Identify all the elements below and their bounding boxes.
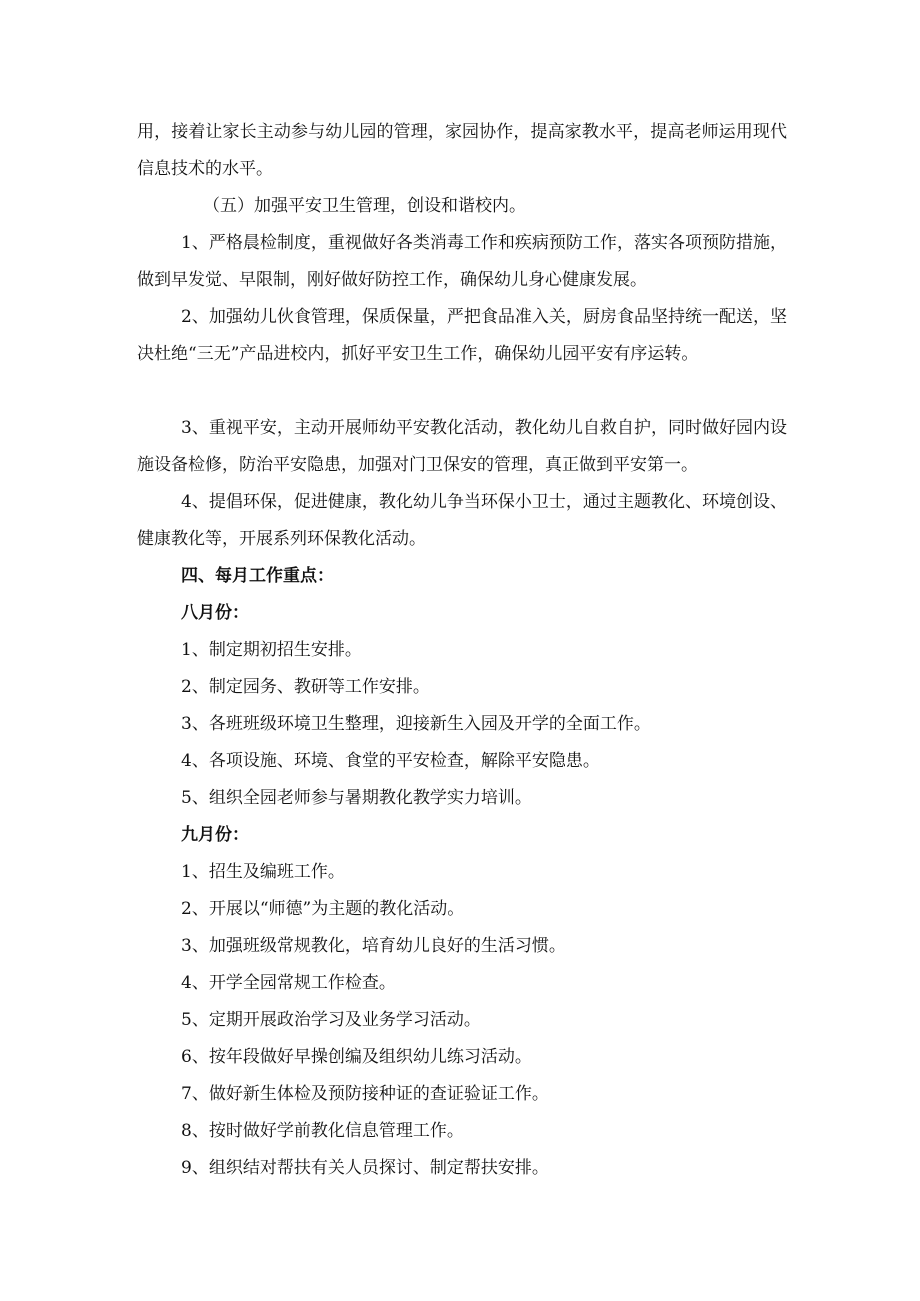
- august-heading: 八月份：: [181, 603, 249, 623]
- paragraph-item-1: 1、严格晨检制度，重视做好各类消毒工作和疾病预防工作，落实各项预防措施，做到早发觉、早限制，刚好做好防控工作，确保幼儿身心健康发展。: [137, 233, 787, 290]
- list-item: 7、做好新生体检及预防接种证的查证验证工作。: [181, 1084, 549, 1104]
- list-item: 3、加强班级常规教化，培育幼儿良好的生活习惯。: [181, 936, 566, 956]
- list-item: 1、招生及编班工作。: [181, 862, 345, 882]
- list-item: 9、组织结对帮扶有关人员探讨、制定帮扶安排。: [181, 1158, 549, 1178]
- list-item: 1、制定期初招生安排。: [181, 640, 362, 660]
- paragraph-item-4: 4、提倡环保，促进健康，教化幼儿争当环保小卫士，通过主题教化、环境创设、健康教化等，开展系列环保教化活动。: [137, 492, 787, 549]
- paragraph-item-3: 3、重视平安，主动开展师幼平安教化活动，教化幼儿自救自护，同时做好园内设施设备检修，防治平安隐患，加强对门卫保安的管理，真正做到平安第一。: [137, 418, 787, 475]
- paragraph-continuation: 用，接着让家长主动参与幼儿园的管理，家园协作，提高家教水平，提高老师运用现代信息技术的水平。: [137, 122, 787, 179]
- list-item: 5、组织全园老师参与暑期教化教学实力培训。: [181, 788, 532, 808]
- paragraph-item-2: 2、加强幼儿伙食管理，保质保量，严把食品准入关，厨房食品坚持统一配送，坚决杜绝“三无”产品进校内，抓好平安卫生工作，确保幼儿园平安有序运转。: [137, 307, 787, 364]
- section-heading: 四、每月工作重点：: [181, 566, 334, 586]
- list-item: 4、各项设施、环境、食堂的平安检查，解除平安隐患。: [181, 751, 600, 771]
- list-item: 6、按年段做好早操创编及组织幼儿练习活动。: [181, 1047, 532, 1067]
- list-item: 2、开展以“师德”为主题的教化活动。: [181, 899, 465, 919]
- list-item: 4、开学全园常规工作检查。: [181, 973, 396, 993]
- subsection-heading-five: （五）加强平安卫生管理，创设和谐校内。: [203, 196, 526, 216]
- list-item: 8、按时做好学前教化信息管理工作。: [181, 1121, 464, 1141]
- list-item: 3、各班班级环境卫生整理，迎接新生入园及开学的全面工作。: [181, 714, 651, 734]
- list-item: 5、定期开展政治学习及业务学习活动。: [181, 1010, 481, 1030]
- september-heading: 九月份：: [181, 825, 249, 845]
- list-item: 2、制定园务、教研等工作安排。: [181, 677, 430, 697]
